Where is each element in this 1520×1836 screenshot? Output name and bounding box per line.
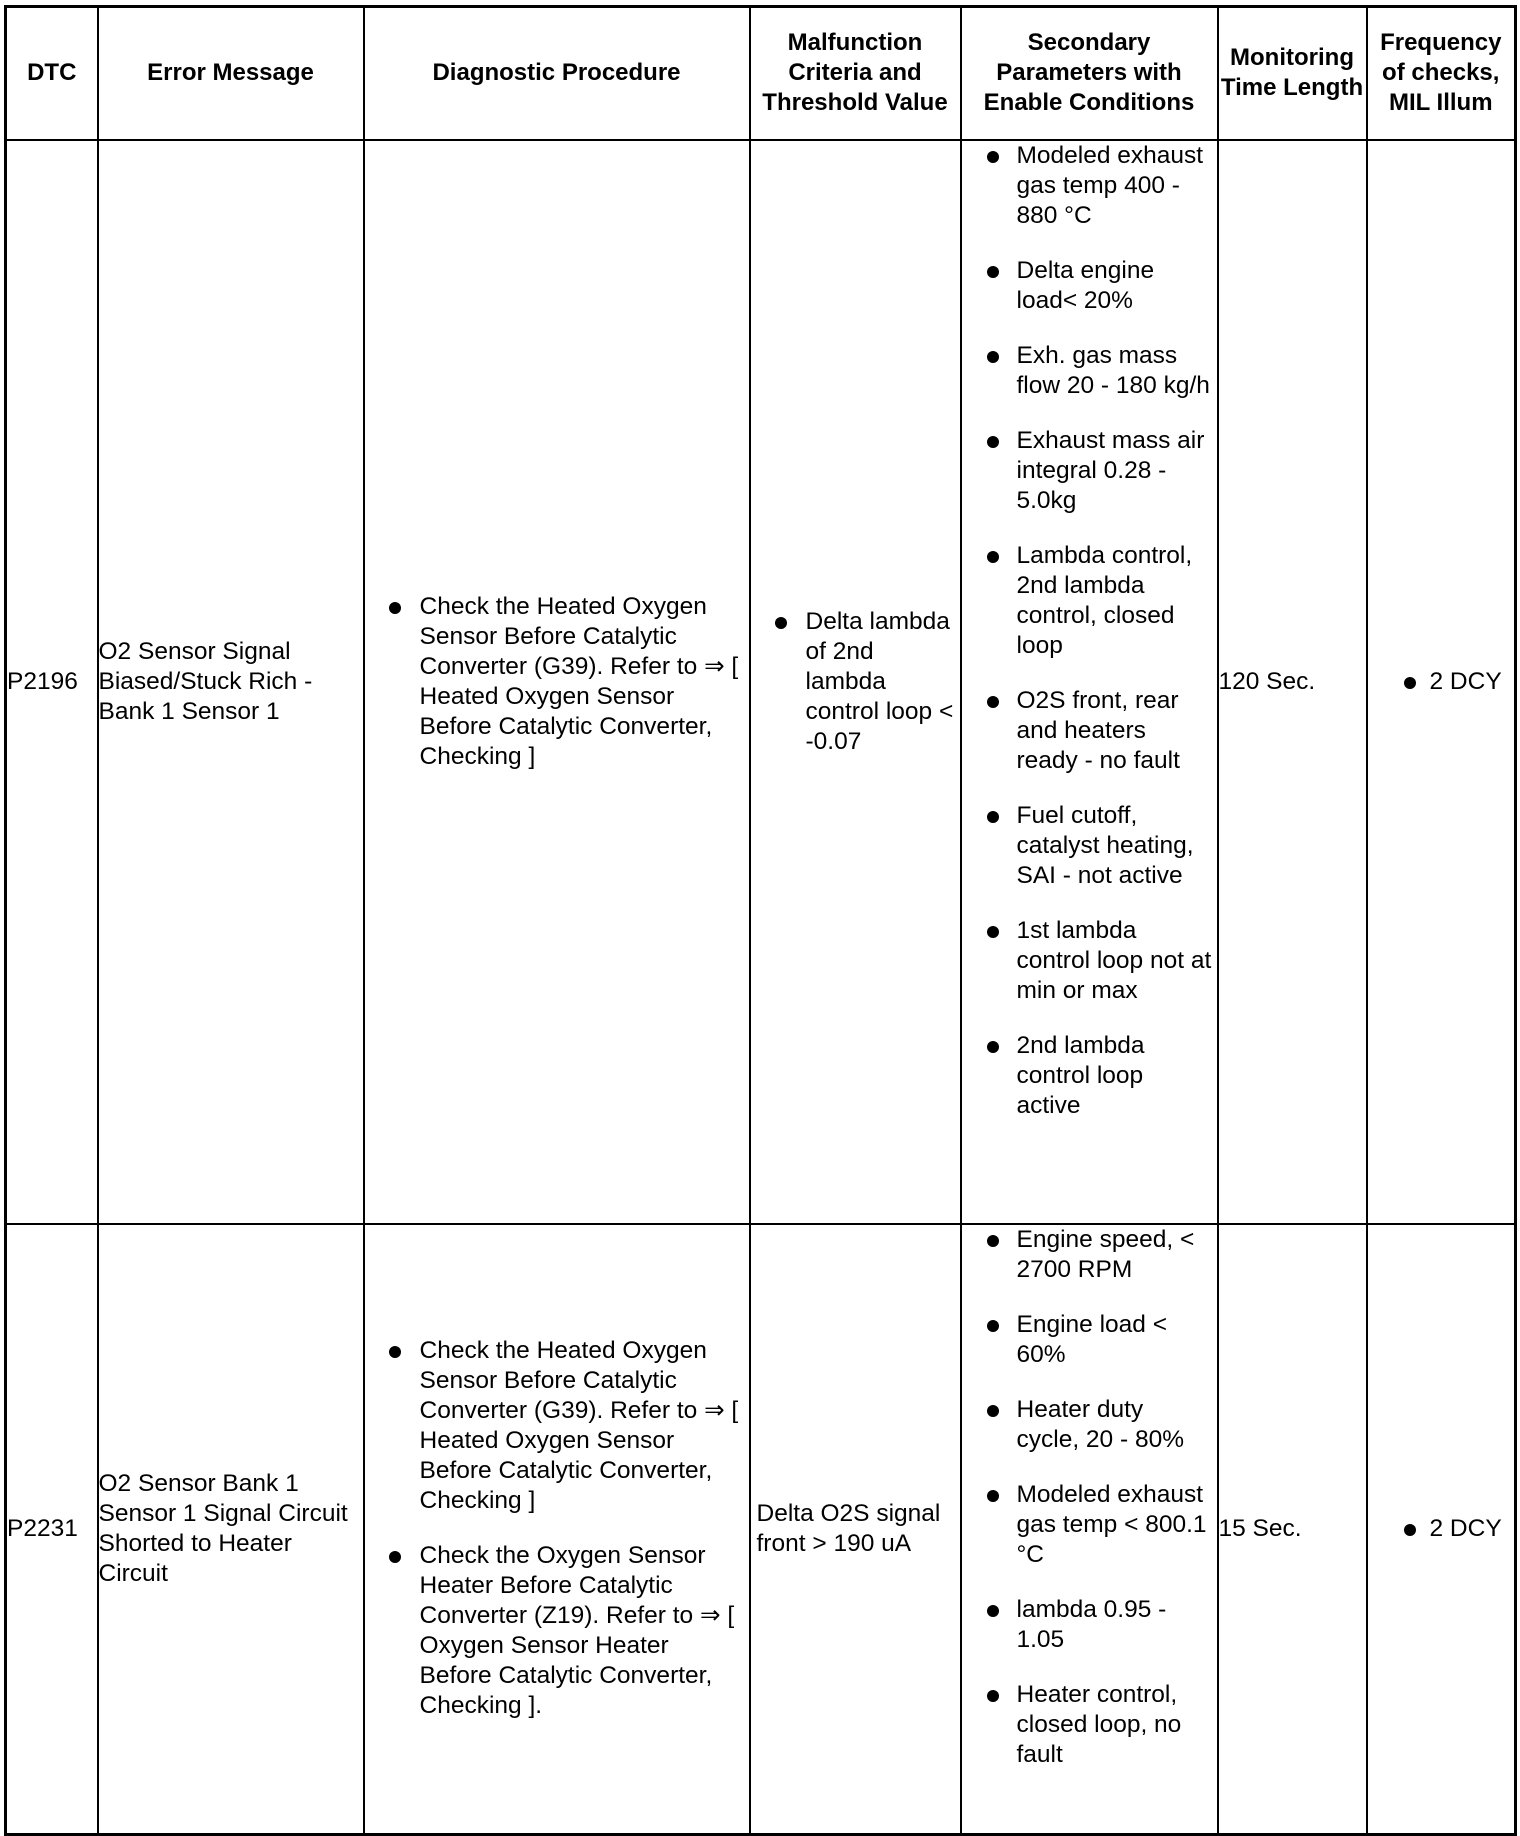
header-monitoring-time: Monitoring Time Length (1218, 7, 1367, 140)
parameter-item (962, 1031, 1217, 1121)
bullet-icon (987, 1490, 999, 1502)
bullet-icon (987, 696, 999, 708)
parameter-item (962, 541, 1217, 661)
procedure-text: Check the Heated Oxygen Sensor Before Catalytic Converter (G39). Refer to ⇒ [ Heated Oxygen Sensor Before Catalytic Converter, Checking ] (419, 1337, 739, 1515)
bullet-icon (987, 1235, 999, 1247)
header-frequency: Frequency of checks, MIL Illum (1367, 7, 1516, 140)
diagnostic-procedure (364, 1224, 750, 1835)
bullet-icon (987, 551, 999, 563)
parameter-item (962, 426, 1217, 516)
bullet-icon (987, 1405, 999, 1417)
parameter-text: Lambda control, 2nd lambda control, closed loop (1016, 541, 1193, 659)
secondary-parameters (961, 140, 1218, 1224)
bullet-icon (1404, 1524, 1416, 1536)
parameter-text: Heater duty cycle, 20 - 80% (1016, 1395, 1184, 1453)
header-malfunction-criteria: Malfunction Criteria and Threshold Value (750, 7, 961, 140)
bullet-icon (987, 266, 999, 278)
frequency (1367, 1224, 1516, 1835)
bullet-icon (389, 1346, 401, 1358)
parameter-text: Exhaust mass air integral 0.28 - 5.0kg (1016, 426, 1205, 514)
frequency-text: 2 DCY (1429, 1514, 1502, 1542)
table-row (6, 140, 1516, 1224)
dtc-code: P2196 (6, 140, 98, 1224)
header-error-message: Error Message (98, 7, 364, 140)
bullet-icon (987, 436, 999, 448)
procedure-item (365, 1336, 749, 1516)
bullet-icon (987, 1690, 999, 1702)
criteria-text: Delta O2S signal front > 190 uA (756, 1499, 941, 1557)
parameter-item (962, 256, 1217, 316)
parameter-item (962, 1595, 1217, 1655)
parameter-text: Exh. gas mass flow 20 - 180 kg/h (1016, 341, 1210, 399)
parameter-item (962, 686, 1217, 776)
parameter-text: 1st lambda control loop not at min or max (1016, 916, 1212, 1004)
parameter-item (962, 801, 1217, 891)
bullet-icon (1404, 677, 1416, 689)
bullet-icon (987, 151, 999, 163)
header-row (6, 7, 1516, 140)
parameter-text: Engine speed, < 2700 RPM (1016, 1225, 1195, 1283)
parameter-text: O2S front, rear and heaters ready - no fault (1016, 686, 1180, 774)
monitoring-time: 15 Sec. (1218, 1224, 1367, 1835)
parameter-text: lambda 0.95 - 1.05 (1016, 1595, 1167, 1653)
header-dtc: DTC (6, 7, 98, 140)
bullet-icon (987, 926, 999, 938)
parameter-item (962, 1480, 1217, 1570)
malfunction-criteria (750, 1224, 961, 1835)
bullet-icon (987, 1041, 999, 1053)
criteria-text: Delta lambda of 2nd lambda control loop < -0.07 (805, 607, 954, 755)
criteria-item (751, 607, 960, 757)
parameter-item (962, 141, 1217, 231)
parameter-text: 2nd lambda control loop active (1016, 1031, 1145, 1119)
header-secondary-parameters: Secondary Parameters with Enable Conditions (961, 7, 1218, 140)
error-message: O2 Sensor Signal Biased/Stuck Rich - Bank 1 Sensor 1 (98, 140, 364, 1224)
error-message: O2 Sensor Bank 1 Sensor 1 Signal Circuit Shorted to Heater Circuit (98, 1224, 364, 1835)
procedure-item (365, 592, 749, 772)
monitoring-time: 120 Sec. (1218, 140, 1367, 1224)
frequency-item (1368, 1514, 1515, 1544)
parameter-item (962, 341, 1217, 401)
frequency (1367, 140, 1516, 1224)
frequency-item (1368, 667, 1515, 697)
diagnostic-procedure (364, 140, 750, 1224)
parameter-text: Engine load < 60% (1016, 1310, 1168, 1368)
bullet-icon (987, 1320, 999, 1332)
bullet-icon (389, 602, 401, 614)
malfunction-criteria (750, 140, 961, 1224)
dtc-code: P2231 (6, 1224, 98, 1835)
parameter-text: Fuel cutoff, catalyst heating, SAI - not active (1016, 801, 1194, 889)
parameter-item (962, 1225, 1217, 1285)
parameter-text: Modeled exhaust gas temp 400 - 880 °C (1016, 141, 1204, 229)
dtc-table (4, 5, 1517, 1836)
parameter-item (962, 1310, 1217, 1370)
header-diagnostic-procedure: Diagnostic Procedure (364, 7, 750, 140)
procedure-text: Check the Oxygen Sensor Heater Before Catalytic Converter (Z19). Refer to ⇒ [ Oxygen Sensor Heater Before Catalytic Converter, Checking ]. (419, 1542, 735, 1720)
parameter-item (962, 1395, 1217, 1455)
table-row (6, 1224, 1516, 1835)
bullet-icon (987, 811, 999, 823)
secondary-parameters (961, 1224, 1218, 1835)
bullet-icon (987, 1605, 999, 1617)
bullet-icon (775, 617, 787, 629)
frequency-text: 2 DCY (1429, 667, 1502, 695)
parameter-text: Modeled exhaust gas temp < 800.1 °C (1016, 1480, 1207, 1568)
procedure-item (365, 1541, 749, 1721)
bullet-icon (987, 351, 999, 363)
parameter-item (962, 1680, 1217, 1770)
parameter-text: Heater control, closed loop, no fault (1016, 1680, 1182, 1768)
bullet-icon (389, 1551, 401, 1563)
parameter-text: Delta engine load< 20% (1016, 256, 1155, 314)
procedure-text: Check the Heated Oxygen Sensor Before Catalytic Converter (G39). Refer to ⇒ [ Heated Oxygen Sensor Before Catalytic Converter, Checking ] (419, 592, 739, 770)
parameter-item (962, 916, 1217, 1006)
